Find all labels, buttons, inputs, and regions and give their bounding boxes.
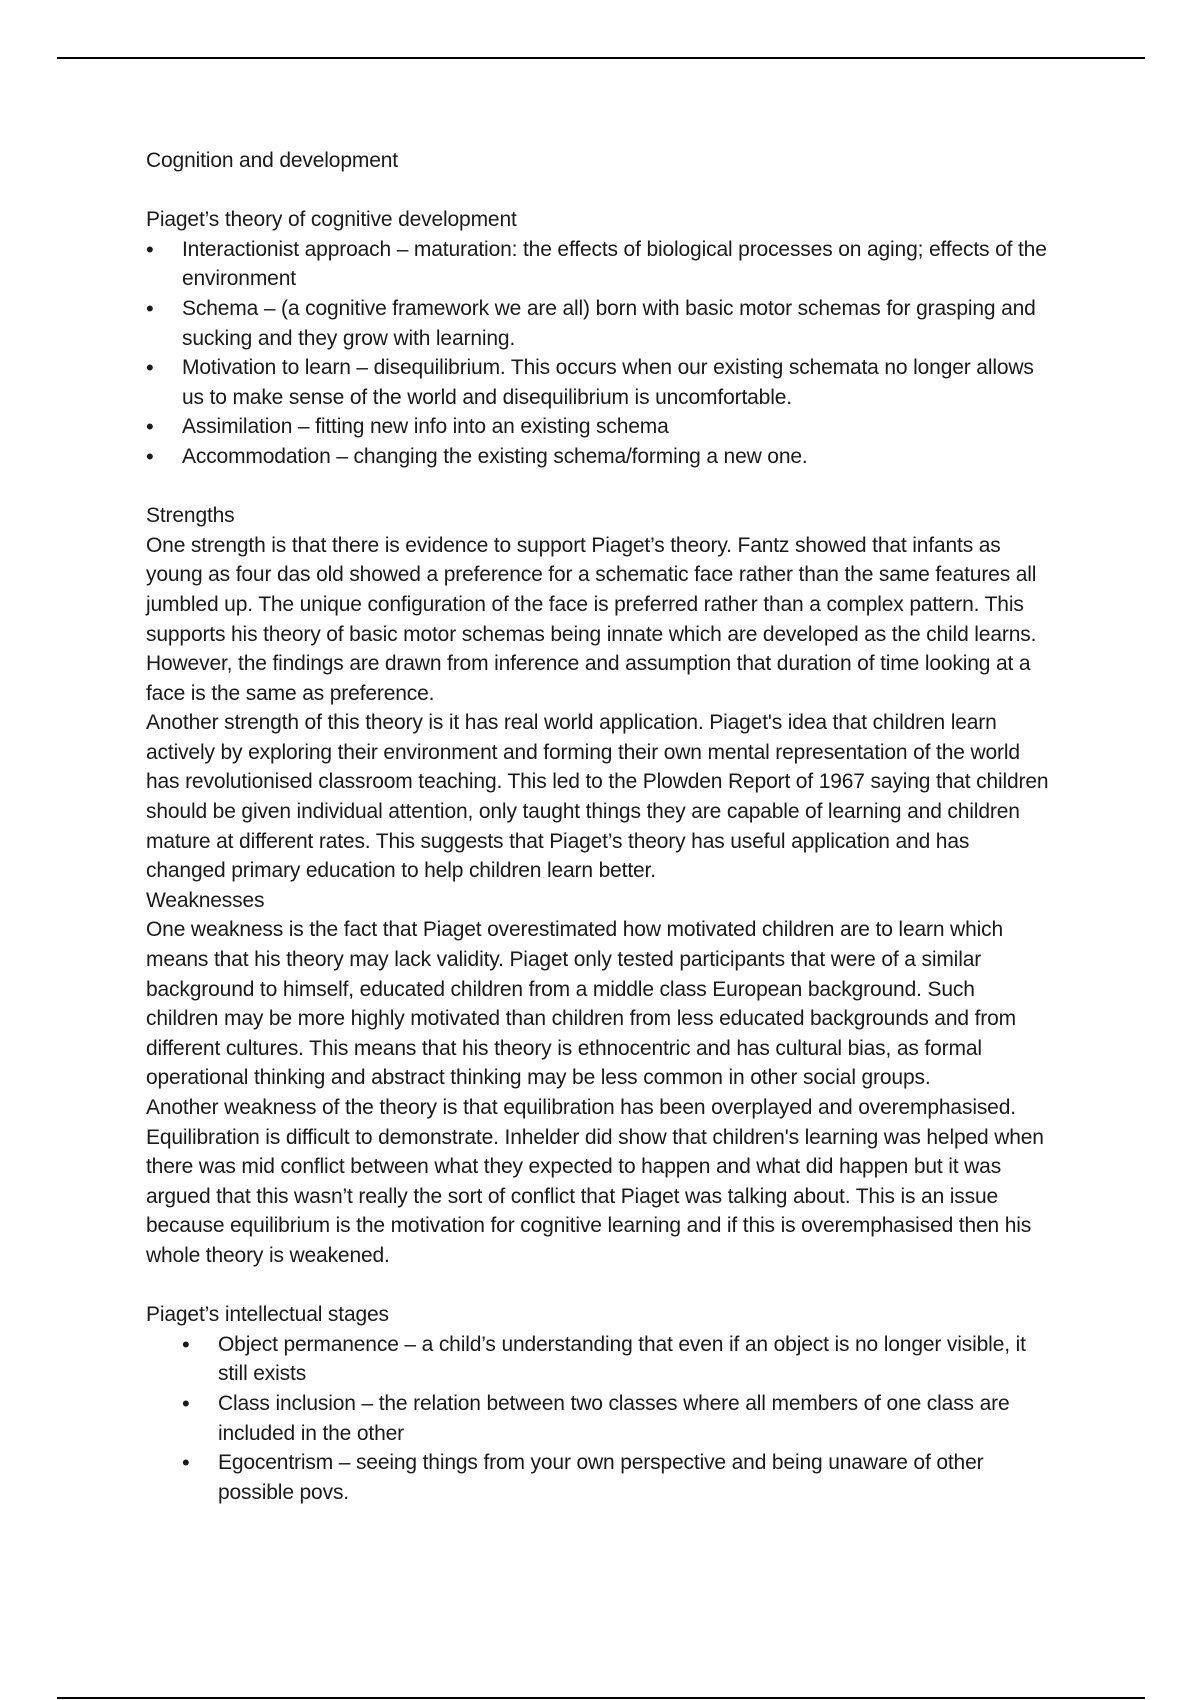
bullet-list-cognitive-development: [146, 235, 1051, 472]
list-item: • Assimilation – fitting new info into an existing schema: [146, 412, 1051, 442]
strengths-heading: Strengths: [146, 504, 235, 528]
list-item: • Egocentrism – seeing things from your own perspective and being unaware of other possible povs.: [182, 1448, 1051, 1507]
bullet-list-intellectual-stages: [146, 1330, 1051, 1508]
list-item: • Object permanence – a child’s understanding that even if an object is no longer visible, it still exists: [182, 1330, 1051, 1389]
list-item: • Class inclusion – the relation between two classes where all members of one class are included in the other: [182, 1389, 1051, 1448]
footer-rule: [57, 1697, 1145, 1699]
list-item: • Schema – (a cognitive framework we are all) born with basic motor schemas for grasping and sucking and they grow with learning.: [146, 294, 1051, 353]
spacer: [146, 1271, 1051, 1301]
section-heading-intellectual-stages: Piaget’s intellectual stages: [146, 1303, 389, 1327]
spacer: [146, 176, 1051, 206]
strength-paragraph: One strength is that there is evidence to support Piaget’s theory. Fantz showed that infants as young as four das old showed a preference for a schematic face rather than the same features all jumbled up. The unique configuration of the face is preferred rather than a complex pattern. This supports his theory of basic motor schemas being innate which are developed as the child learns. However, the findings are drawn from inference and assumption that duration of time looking at a face is the same as preference.: [146, 533, 1037, 705]
list-item: • Motivation to learn – disequilibrium. This occurs when our existing schemata no longer allows us to make sense of the world and disequilibrium is uncomfortable.: [146, 353, 1051, 412]
list-item: • Interactionist approach – maturation: the effects of biological processes on aging; effects of the environment: [146, 235, 1051, 294]
document-body: [146, 146, 1051, 1507]
list-item: • Accommodation – changing the existing schema/forming a new one.: [146, 442, 1051, 472]
strength-paragraph: Another strength of this theory is it has real world application. Piaget's idea that children learn actively by exploring their environment and forming their own mental representation of the world has revolutionised classroom teaching. This led to the Plowden Report of 1967 saying that children should be given individual attention, only taught things they are capable of learning and children mature at different rates. This suggests that Piaget’s theory has useful application and has changed primary education to help children learn better.: [146, 711, 1049, 883]
document-title: Cognition and development: [146, 149, 398, 172]
weakness-paragraph: Another weakness of the theory is that equilibration has been overplayed and overemphasised. Equilibration is difficult to demonstrate. Inhelder did show that children's learning was helped when there was mid conflict between what they expected to happen and what did happen but it was argued that this wasn’t really the sort of conflict that Piaget was talking about. This is an issue because equilibrium is the motivation for cognitive learning and if this is overemphasised then his whole theory is weakened.: [146, 1096, 1044, 1267]
header-rule: [57, 57, 1145, 59]
weakness-paragraph: One weakness is the fact that Piaget overestimated how motivated children are to learn which means that his theory may lack validity. Piaget only tested participants that were of a similar background to himself, educated children from a middle class European background. Such children may be more highly motivated than children from less educated backgrounds and from different cultures. This means that his theory is ethnocentric and has cultural bias, as formal operational thinking and abstract thinking may be less common in other social groups.: [146, 918, 1016, 1090]
weaknesses-heading: Weaknesses: [146, 888, 265, 912]
section-heading-cognitive-development: Piaget’s theory of cognitive development: [146, 208, 517, 232]
spacer: [146, 472, 1051, 502]
